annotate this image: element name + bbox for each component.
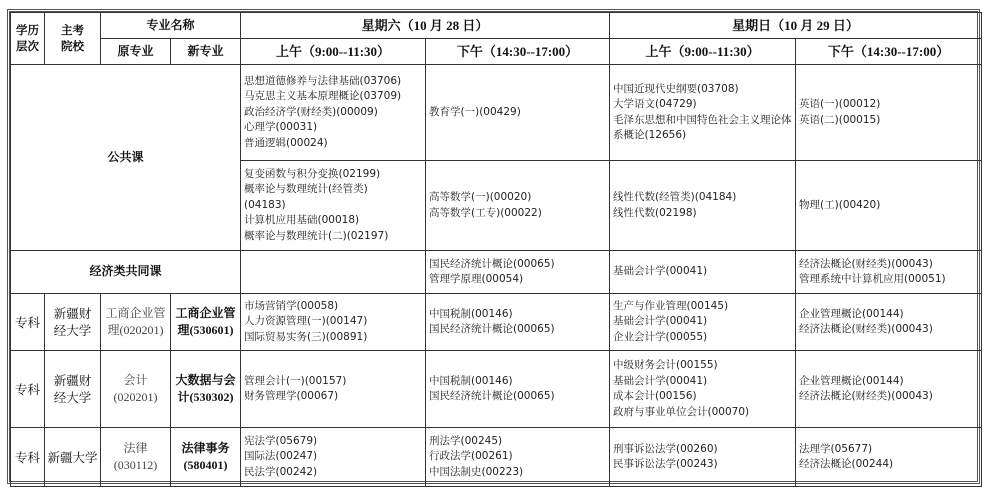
exam-schedule-table: [10, 12, 982, 487]
cell-public2-sun-pm: [796, 161, 982, 251]
cell-major3-sat-am: [241, 428, 426, 487]
cell-orig-major: 会计(020201): [101, 351, 171, 428]
subject: 中国法制史(00223): [429, 465, 524, 478]
subject: 中国税制(00146): [429, 374, 513, 387]
cell-level: 专科: [11, 428, 45, 487]
subject: 民法学(00242): [244, 465, 318, 478]
subject: 政治经济学(财经类)(00009): [244, 105, 378, 118]
cell-public2-sat-am: [241, 161, 426, 251]
subject: 线性代数(经管类)(04184): [613, 191, 737, 203]
subject: 中国税制(00146): [429, 307, 513, 320]
subject: 成本会计(00156): [613, 390, 697, 402]
cell-level: 专科: [11, 351, 45, 428]
header-sun-pm: 下午（14:30--17:00）: [796, 39, 982, 65]
cell-public1-sat-am: [241, 65, 426, 161]
subject: 中国近现代史纲要(03708): [613, 82, 739, 95]
header-school: 主考院校: [45, 13, 101, 65]
subject: 经济法概论(财经类)(00043): [799, 390, 933, 402]
subject: 物理(工)(00420): [799, 198, 881, 211]
subject: 国民经济统计概论(00065): [429, 257, 555, 270]
cell-major2-sun-am: [610, 351, 796, 428]
subject: 经济法概论(00244): [799, 458, 894, 470]
subject: 企业会计学(00055): [613, 330, 708, 343]
subject: 管理系统中计算机应用(00051): [799, 273, 946, 285]
subject: 宪法学(05679): [244, 434, 318, 447]
subject: 心理学(00031): [244, 121, 318, 134]
cell-school: 新疆财经大学: [45, 351, 101, 428]
cell-orig-major: 法律(030112): [101, 428, 171, 487]
cell-econ-sun-pm: [796, 251, 982, 294]
header-sun-am: 上午（9:00--11:30）: [610, 39, 796, 65]
subject: 概率论与数理统计(二)(02197): [244, 229, 389, 242]
table-row-public-1: [11, 65, 982, 161]
subject: 计算机应用基础(00018): [244, 214, 360, 227]
table-row-major-1: [11, 294, 982, 351]
subject: 中级财务会计(00155): [613, 359, 718, 371]
subject: 市场营销学(00058): [244, 299, 339, 312]
cell-major2-sat-am: [241, 351, 426, 428]
table-row-major-3: [11, 428, 982, 487]
subject: 英语(一)(00012): [799, 98, 881, 110]
header-day-saturday: 星期六（10 月 28 日）: [241, 13, 610, 39]
subject: 思想道德修养与法律基础(03706): [244, 74, 402, 87]
subject: 基础会计学(00041): [613, 374, 708, 387]
cell-level: 专科: [11, 294, 45, 351]
subject: 财务管理学(00067): [244, 390, 339, 402]
subject: 企业管理概论(00144): [799, 374, 904, 387]
cell-new-major: 工商企业管理(530601): [171, 294, 241, 351]
header-sat-am: 上午（9:00--11:30）: [241, 39, 426, 65]
subject: 企业管理概论(00144): [799, 307, 904, 320]
subject: 基础会计学(00041): [613, 265, 708, 278]
cell-public1-sun-am: [610, 65, 796, 161]
subject: 人力资源管理(一)(00147): [244, 315, 368, 328]
table-row-econ-common: [11, 251, 982, 294]
subject: 复变函数与积分变换(02199): [244, 167, 381, 180]
section-econ-common: 经济类共同课: [11, 251, 241, 294]
subject: 政府与事业单位会计(00070): [613, 405, 750, 418]
cell-public1-sun-pm: [796, 65, 982, 161]
cell-major3-sun-pm: [796, 428, 982, 487]
subject: 马克思主义基本原理概论(03709): [244, 90, 402, 103]
subject: 线性代数(02198): [613, 206, 697, 219]
cell-major1-sat-am: [241, 294, 426, 351]
cell-major1-sun-pm: [796, 294, 982, 351]
subject: 国民经济统计概论(00065): [429, 323, 555, 335]
cell-econ-sat-pm: [426, 251, 610, 294]
cell-public2-sun-am: [610, 161, 796, 251]
cell-public1-sat-pm: [426, 65, 610, 161]
subject: 刑法学(00245): [429, 434, 503, 447]
subject: 高等数学(一)(00020): [429, 191, 532, 203]
subject: 生产与作业管理(00145): [613, 299, 729, 312]
cell-major1-sat-pm: [426, 294, 610, 351]
header-orig-major: 原专业: [101, 39, 171, 65]
cell-major1-sun-am: [610, 294, 796, 351]
cell-major3-sat-pm: [426, 428, 610, 487]
cell-new-major: 大数据与会计(530302): [171, 351, 241, 428]
cell-major2-sun-pm: [796, 351, 982, 428]
cell-school: 新疆财经大学: [45, 294, 101, 351]
cell-econ-sun-am: [610, 251, 796, 294]
header-day-sunday: 星期日（10 月 29 日）: [610, 13, 982, 39]
subject: 行政法学(00261): [429, 450, 513, 463]
subject: 国际贸易实务(三)(00891): [244, 330, 368, 343]
subject: 英语(二)(00015): [799, 113, 881, 126]
exam-schedule-table-frame: [7, 9, 980, 484]
subject: 普通逻辑(00024): [244, 136, 328, 149]
subject: 经济法概论(财经类)(00043): [799, 257, 933, 270]
cell-school: 新疆大学: [45, 428, 101, 487]
cell-orig-major: 工商企业管理(020201): [101, 294, 171, 351]
subject: 管理会计(一)(00157): [244, 374, 347, 387]
subject: 教育学(一)(00429): [429, 105, 521, 118]
subject: 毛泽东思想和中国特色社会主义理论体系概论(12656): [613, 113, 792, 141]
subject: 国际法(00247): [244, 450, 318, 463]
subject: 法理学(05677): [799, 442, 873, 455]
subject: 管理学原理(00054): [429, 273, 524, 285]
subject: 民事诉讼法学(00243): [613, 458, 718, 470]
subject: 基础会计学(00041): [613, 315, 708, 328]
header-new-major: 新专业: [171, 39, 241, 65]
cell-major3-sun-am: [610, 428, 796, 487]
section-public-courses: 公共课: [11, 65, 241, 251]
subject: 高等数学(工专)(00022): [429, 206, 542, 219]
cell-new-major: 法律事务(580401): [171, 428, 241, 487]
header-major-name: 专业名称: [101, 13, 241, 39]
subject: 经济法概论(财经类)(00043): [799, 323, 933, 335]
cell-public2-sat-pm: [426, 161, 610, 251]
subject: 刑事诉讼法学(00260): [613, 442, 718, 455]
header-sat-pm: 下午（14:30--17:00）: [426, 39, 610, 65]
subject: 大学语文(04729): [613, 98, 697, 110]
cell-major2-sat-pm: [426, 351, 610, 428]
header-level: 学历层次: [11, 13, 45, 65]
cell-econ-sat-am: [241, 251, 426, 294]
table-row-major-2: [11, 351, 982, 428]
subject: 国民经济统计概论(00065): [429, 390, 555, 402]
subject: 概率论与数理统计(经管类)(04183): [244, 183, 368, 211]
